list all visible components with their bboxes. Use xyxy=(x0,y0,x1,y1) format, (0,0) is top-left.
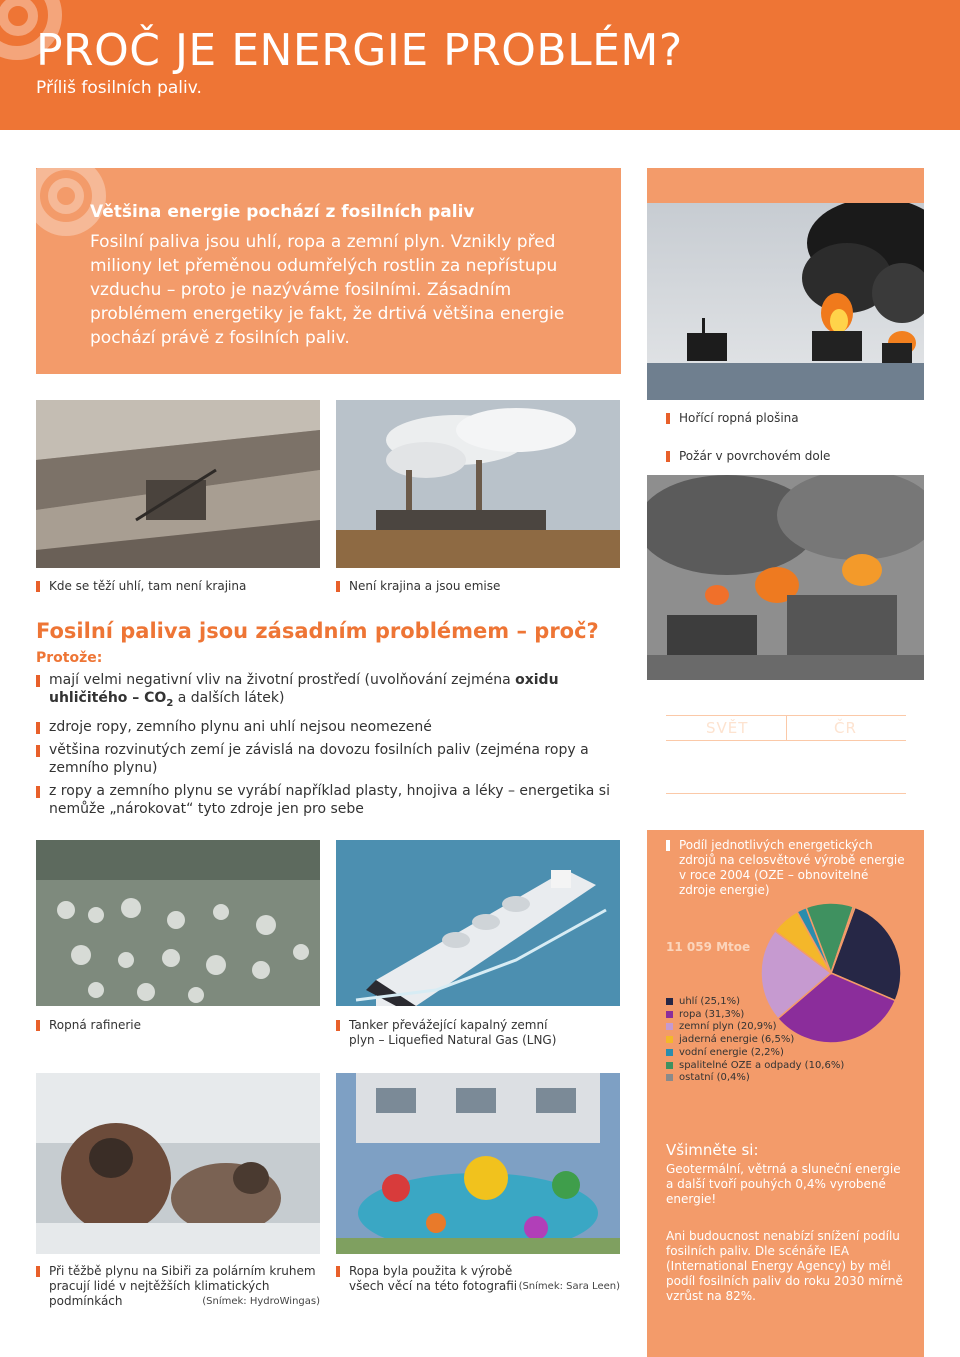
divider xyxy=(666,793,906,794)
bullet-text: a dalších látek) xyxy=(173,690,285,706)
caption-text: Není krajina a jsou emise xyxy=(349,579,501,593)
caption-marker xyxy=(666,451,670,462)
caption-text: Kde se těží uhlí, tam není krajina xyxy=(49,579,247,593)
bullet-text: většina rozvinutých zemí je závislá na dovozu fosilních paliv (zejména ropy a zemního plynu) xyxy=(49,741,589,776)
legend-swatch xyxy=(666,1011,673,1018)
stat-world-label: SVĚT xyxy=(706,719,749,737)
pie-total: 11 059 Mtoe xyxy=(666,940,751,954)
note-text-future: Ani budoucnost nenabízí snížení podílu fosilních paliv. Dle scénáře IEA (International Energy Agency) by měl podíl fosilních paliv do roku 2030 mírně vzrůst na 82%. xyxy=(666,1229,903,1303)
intro-text: Fosilní paliva jsou uhlí, ropa a zemní plyn. Vznikly před miliony let přeměnou odumřelých rostlin za nepřístupu vzduchu – proto je nazýváme fosilními. Zásadním problémem energetiky je fakt, že drtivá většina energie pochází právě z fosilních paliv. xyxy=(90,232,565,348)
photo-refinery xyxy=(36,840,320,1006)
note-text: Geotermální, větrná a sluneční energie a další tvoří pouhých 0,4% vyrobené energie! xyxy=(666,1162,901,1206)
caption-marker xyxy=(666,840,670,851)
bullet-text: zdroje ropy, zemního plynu ani uhlí nejsou neomezené xyxy=(49,718,432,735)
caption-marker xyxy=(336,1266,340,1277)
caption-power-plant xyxy=(336,579,620,594)
intro-heading: Většina energie pochází z fosilních paliv xyxy=(90,202,475,222)
note-title: Všimněte si: xyxy=(666,1141,759,1159)
stats-table xyxy=(666,715,906,795)
page-subtitle: Příliš fosilních paliv. xyxy=(36,78,202,98)
page-header xyxy=(0,0,960,130)
stat-world-value: 80% xyxy=(710,742,749,760)
pie-caption xyxy=(666,838,906,898)
photo-credit: (Snímek: Sara Leen) xyxy=(518,1281,620,1292)
caption-marker xyxy=(666,413,670,424)
list-item xyxy=(36,671,616,713)
bullet-marker xyxy=(36,675,40,687)
legend-label: vodní energie (2,2%) xyxy=(679,1046,784,1058)
legend-swatch xyxy=(666,1036,673,1043)
caption-text: Ropa byla použita k výrobě všech věcí na této fotografii xyxy=(349,1264,518,1293)
page-title: PROČ JE ENERGIE PROBLÉM? xyxy=(36,25,683,76)
caption-text: Podíl jednotlivých energetických zdrojů na celosvětové výrobě energie v roce 2004 (OZE – obnovitelné zdroje energie) xyxy=(679,838,905,897)
legend-swatch xyxy=(666,998,673,1005)
divider xyxy=(786,715,787,741)
caption-marker xyxy=(36,1020,40,1031)
legend-swatch xyxy=(666,1023,673,1030)
pie-legend xyxy=(666,996,926,1085)
bullet-text: mají velmi negativní vliv na životní prostředí (uvolňování zejména xyxy=(49,672,516,688)
bullet-marker xyxy=(36,745,40,757)
photo-credit: (Snímek: HydroWingas) xyxy=(202,1296,320,1307)
caption-mine-fire xyxy=(666,449,916,464)
bullet-bold: oxidu uhličitého – CO xyxy=(49,672,559,706)
legend-label: spalitelné OZE a odpady (10,6%) xyxy=(679,1059,845,1071)
legend-item xyxy=(666,1034,926,1047)
caption-coal-mine xyxy=(36,579,320,594)
caption-oil-products xyxy=(336,1264,620,1294)
photo-oil-products xyxy=(336,1073,620,1254)
stat-cz-label: ČR xyxy=(834,719,857,737)
photo-coal-mine xyxy=(36,400,320,568)
bullet-text: z ropy a zemního plynu se vyrábí například plasty, hnojiva a léky – energetika si nemůže „nárokovat“ tyto zdroje jen pro sebe xyxy=(49,782,610,817)
legend-item xyxy=(666,1072,926,1085)
divider xyxy=(666,740,906,741)
list-item xyxy=(36,718,616,736)
legend-label: zemní plyn (20,9%) xyxy=(679,1021,777,1033)
legend-swatch xyxy=(666,1074,673,1081)
bullet-marker xyxy=(36,722,40,734)
photo-lng-tanker xyxy=(336,840,620,1006)
photo-mine-fire xyxy=(647,475,924,680)
stat-note: veškeré vyrobené energie pochází z fosilních paliv xyxy=(677,762,895,791)
legend-label: ropa (31,3%) xyxy=(679,1008,745,1020)
caption-oil-platform xyxy=(666,411,916,426)
legend-item xyxy=(666,1060,926,1073)
swirl-decoration xyxy=(48,178,84,214)
caption-text: Při těžbě plynu na Sibiři za polárním kruhem pracují lidé v nejtěžších klimatických podmínkách xyxy=(49,1264,316,1308)
legend-label: ostatní (0,4%) xyxy=(679,1072,750,1084)
caption-refinery xyxy=(36,1018,320,1033)
caption-marker xyxy=(336,1020,340,1031)
photo-power-plant xyxy=(336,400,620,568)
section-because: Protože: xyxy=(36,650,103,666)
legend-swatch xyxy=(666,1062,673,1069)
caption-lng-tanker xyxy=(336,1018,576,1048)
list-item xyxy=(36,741,616,777)
bullet-marker xyxy=(36,786,40,798)
bullet-subscript: 2 xyxy=(166,697,174,709)
caption-text: Tanker převážející kapalný zemní plyn – Liquefied Natural Gas (LNG) xyxy=(349,1018,557,1047)
list-item xyxy=(36,782,616,818)
caption-marker xyxy=(36,1266,40,1277)
reasons-list xyxy=(36,671,616,823)
legend-label: uhlí (25,1%) xyxy=(679,996,740,1007)
legend-label: jaderná energie (6,5%) xyxy=(679,1034,795,1046)
legend-item xyxy=(666,1047,926,1060)
photo-siberia-workers xyxy=(36,1073,320,1254)
caption-text: Hořící ropná plošina xyxy=(679,411,799,425)
legend-swatch xyxy=(666,1049,673,1056)
caption-marker xyxy=(336,581,340,592)
stat-cz-value: 84% xyxy=(828,742,867,760)
caption-marker xyxy=(36,581,40,592)
legend-item xyxy=(666,1009,926,1022)
section-title: Fosilní paliva jsou zásadním problémem – proč? xyxy=(36,619,599,643)
intro-box xyxy=(36,168,621,374)
caption-siberia xyxy=(36,1264,320,1309)
legend-item xyxy=(666,996,926,1009)
photo-burning-oil-platform xyxy=(647,203,924,400)
legend-item xyxy=(666,1021,926,1034)
caption-text: Ropná rafinerie xyxy=(49,1018,142,1032)
caption-text: Požár v povrchovém dole xyxy=(679,449,831,463)
